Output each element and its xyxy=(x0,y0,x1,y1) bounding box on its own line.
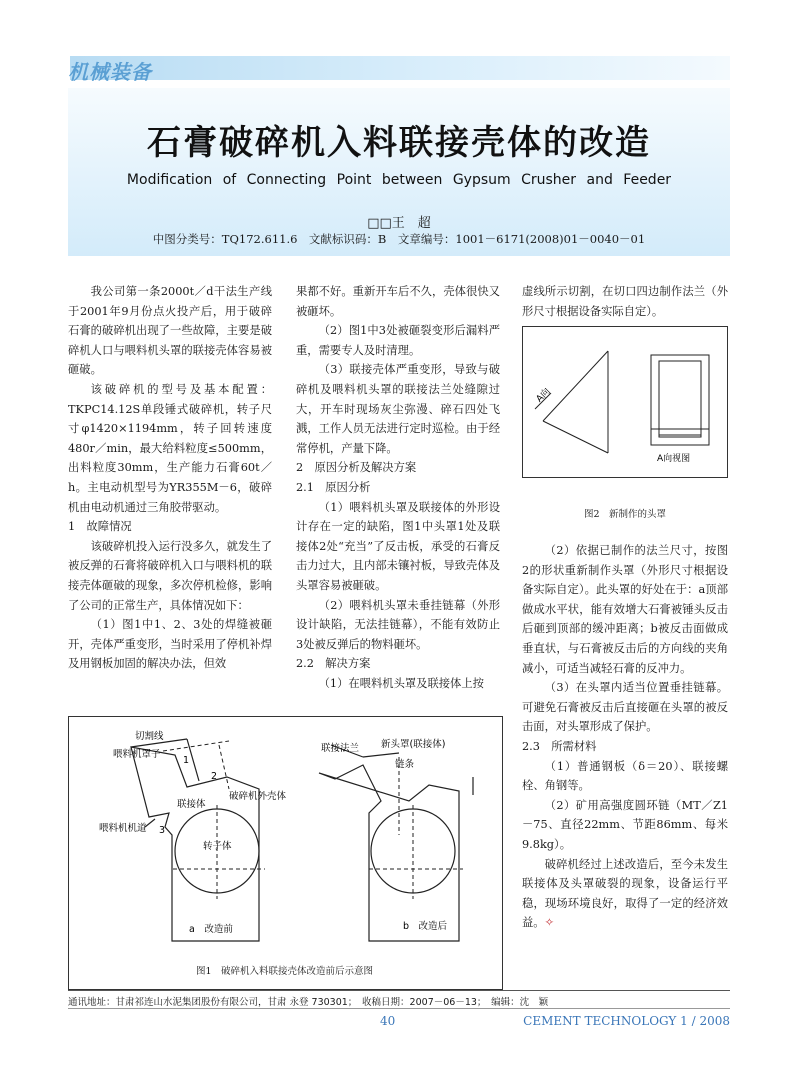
paragraph: 虚线所示切割，在切口四边制作法兰（外形尺寸根据设备实际自定）。 xyxy=(522,285,728,318)
paragraph: （3）联接壳体严重变形，导致与破碎机及喂料机头罩的联接法兰处缝隙过大，开车时现场灰尘弥漫、碎石四处飞溅，工作人员无法进行定时巡检。由于经常停机，产量下降。 xyxy=(296,363,500,455)
view-a-label: A向视图 xyxy=(657,454,691,464)
footer-divider xyxy=(68,1008,730,1009)
author-line: □□王 超 xyxy=(367,216,431,231)
paragraph: （1）普通钢板（δ＝20）、联接螺栓、角钢等。 xyxy=(522,759,728,793)
subsection-heading: 2.2 解决方案 xyxy=(296,657,371,671)
new-hood-label: 新头罩(联接体) xyxy=(381,739,446,750)
paragraph: 我公司第一条2000t／d干法生产线于2001年9月份点火投产后，用于破碎石膏的破碎机出现了一些故障，主要是破碎机人口与喂料机头罩的联接壳体容易被砸破。 xyxy=(68,285,272,377)
section-header-band xyxy=(70,56,730,80)
point-3-label: 3 xyxy=(159,825,166,836)
subsection-heading: 2.3 所需材料 xyxy=(522,739,597,753)
subsection-heading: 2.1 原因分析 xyxy=(296,480,371,494)
article-title-cn: 石膏破碎机入料联接壳体的改造 xyxy=(147,123,651,163)
closing-text: 破碎机经过上述改造后，至今未发生联接体及头罩破裂的现象，设备运行平稳，现场环境良好，取得了一定的经济效益。 xyxy=(522,857,728,930)
crusher-shell-label: 破碎机外壳体 xyxy=(229,791,287,802)
body-column-2 xyxy=(296,282,500,693)
hood-slant-edge xyxy=(543,351,608,421)
chain-label: 链条 xyxy=(395,759,415,770)
footer-note: 通讯地址：甘肃祁连山水泥集团股份有限公司，甘肃 永登 730301； 收稿日期：2007－06－13； 编辑：沈 颖 xyxy=(68,997,549,1008)
classification-line: 中图分类号：TQ172.611.6 文献标识码：B 文章编号：1001－6171(2008)01－0040－01 xyxy=(152,232,646,246)
flange-label: 联接法兰 xyxy=(321,743,360,754)
figure-1-caption: 图1 破碎机入料联接壳体改造前后示意图 xyxy=(195,966,374,977)
footer-divider xyxy=(68,990,730,991)
paragraph: 该破碎机投入运行没多久，就发生了被反弹的石膏将破碎机入口与喂料机的联接壳体砸破的现象，多次停机检修，影响了公司的正常生产，具体情况如下： xyxy=(68,539,272,612)
view-inner-rect xyxy=(659,361,701,437)
paragraph: （2）喂料机头罩未垂挂链幕（外形设计缺陷，无法挂链幕），不能有效防止3处被反弹后的物料砸坏。 xyxy=(296,598,500,651)
paragraph: （3）在头罩内适当位置垂挂链幕。可避免石膏被反击后直接砸在头罩的被反击面，对头罩形成了保护。 xyxy=(522,681,728,734)
subfigure-a-label: a 改造前 xyxy=(189,924,233,935)
subfigure-b-label: b 改造后 xyxy=(403,921,448,932)
point-1-label: 1 xyxy=(183,755,190,766)
section-label: 机械装备 xyxy=(68,60,152,84)
cut-line-a2 xyxy=(219,745,229,789)
article-title-en: Modification of Connecting Point between Gypsum Crusher and Feeder xyxy=(126,172,672,188)
paragraph: （2）图1中3处被砸裂变形后漏料严重，需要专人及时清理。 xyxy=(296,324,500,357)
view-outer-rect xyxy=(651,355,709,445)
rotor-label: 转子体 xyxy=(203,841,232,852)
section-heading: 2 原因分析及解决方案 xyxy=(296,461,417,475)
feeder-outlet-label: 喂料机机道 xyxy=(99,823,147,834)
body-column-3-top xyxy=(522,282,728,321)
figure-1-drawing xyxy=(69,717,502,989)
point-2-label: 2 xyxy=(211,771,218,782)
after-outline xyxy=(319,765,459,941)
figure-1 xyxy=(68,716,503,990)
figure-2 xyxy=(522,326,728,478)
paragraph: （2）依据已制作的法兰尺寸，按图2的形状重新制作头罩（外形尺寸根据设备实际自定）。此头罩的好处在于：a顶部做成水平状，能有效增大石膏被锤头反击后砸到顶部的缓冲距离；b被反击面做成垂直状，与石膏被反击后的方向线的夹角减小，可适当减轻石膏的反冲力。 xyxy=(522,544,728,675)
body-column-3-bottom xyxy=(522,541,728,933)
hood-bottom-edge xyxy=(543,421,608,453)
cut-line-label: 切割线 xyxy=(135,731,164,742)
paragraph: （1）喂料机头罩及联接体的外形设计存在一定的缺陷，图1中头罩1处及联接体2处“充当”了反击板，承受的石膏反击力过大，且内部未镶衬板，导致壳体及头罩容易被砸破。 xyxy=(296,500,500,592)
figure-2-drawing xyxy=(523,327,727,477)
new-hood-top xyxy=(363,753,399,757)
body-column-1 xyxy=(68,282,272,674)
connector-label: 联接体 xyxy=(177,799,206,810)
journal-name: CEMENT TECHNOLOGY 1 / 2008 xyxy=(523,1014,730,1028)
feeder-hood-label: 喂料机罩子 xyxy=(113,749,161,760)
page-number: 40 xyxy=(380,1014,396,1028)
section-heading: 1 故障情况 xyxy=(68,520,132,534)
paragraph: 果都不好。重新开车后不久，壳体很快又被砸坏。 xyxy=(296,285,500,318)
before-outline xyxy=(131,747,259,941)
paragraph: （2）矿用高强度圆环链（MT／Z1－75、直径22mm、节距86mm、每米9.8kg）。 xyxy=(522,798,728,851)
paragraph xyxy=(522,855,728,933)
figure-2-caption: 图2 新制作的头罩 xyxy=(583,509,667,520)
end-mark-icon: ✧ xyxy=(544,916,555,930)
paragraph: （1）在喂料机头罩及联接体上按 xyxy=(318,676,484,690)
direction-a-label: A向 xyxy=(534,386,553,405)
paragraph: （1）图1中1、2、3处的焊缝被砸开，壳体严重变形，当时采用了停机补焊及用钢板加固的解决办法，但效 xyxy=(68,618,272,671)
paragraph: 该破碎机的型号及基本配置：TKPC14.12S单段锤式破碎机，转子尺寸φ1420×1194mm，转子回转速度480r／min，最大给料粒度≤500mm，出料粒度30mm，生产能力石膏60t／h。主电动机型号为YR355M－6，破碎机由电动机通过三角胶带驱动。 xyxy=(68,382,272,514)
